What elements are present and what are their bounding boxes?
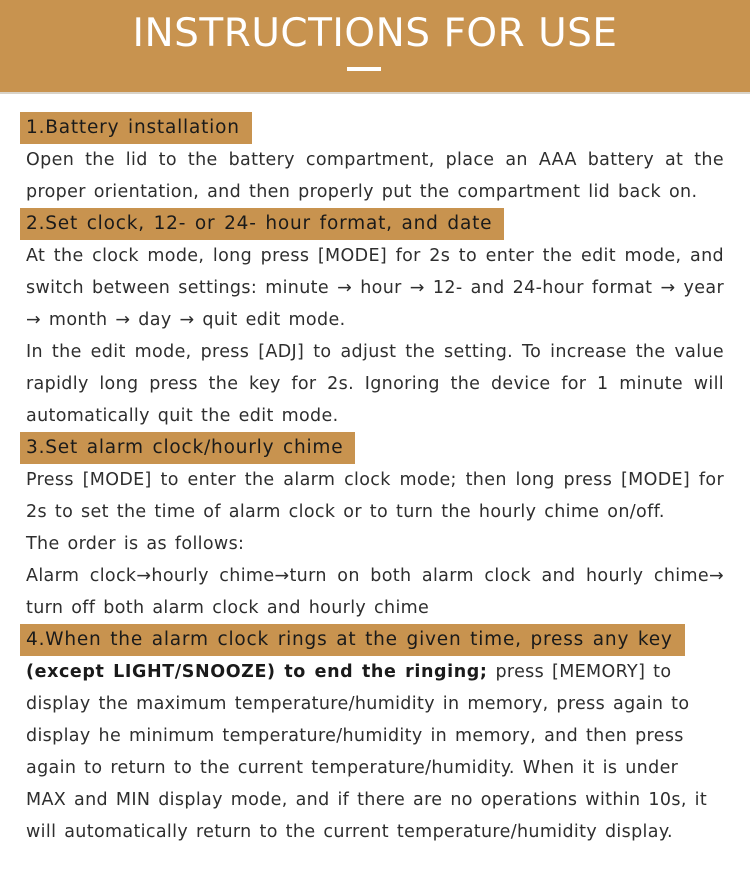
- page-header: [0, 0, 750, 94]
- ringing-lead-text: (except LIGHT/SNOOZE) to end the ringing;: [26, 662, 488, 682]
- paragraph-clock-edit: At the clock mode, long press [MODE] for 2s to enter the edit mode, and switch between settings: minute → hour → 12- and 24-hour format → year → month → day → quit edit mode.: [26, 246, 724, 330]
- paragraph-alarm-order: Alarm clock→hourly chime→turn on both alarm clock and hourly chime→ turn off both alarm clock and hourly chime: [26, 566, 724, 618]
- section-heading-alarm: 3.Set alarm clock/hourly chime: [20, 432, 355, 464]
- paragraph-alarm-order-intro: The order is as follows:: [26, 534, 245, 554]
- section-heading-ringing: 4.When the alarm clock rings at the given time, press any key: [20, 624, 685, 656]
- page-title: INSTRUCTIONS FOR USE: [132, 11, 618, 56]
- section-heading-battery: 1.Battery installation: [20, 112, 252, 144]
- instructions-body: [0, 112, 750, 848]
- title-underline: [347, 67, 381, 71]
- paragraph-alarm-mode: Press [MODE] to enter the alarm clock mode; then long press [MODE] for 2s to set the time of alarm clock or to turn the hourly chime on/off.: [26, 470, 724, 522]
- paragraph-battery: Open the lid to the battery compartment, place an AAA battery at the proper orientation, and then properly put the compartment lid back on.: [26, 150, 724, 202]
- paragraph-ringing: [0, 656, 750, 848]
- section-heading-clock: 2.Set clock, 12- or 24- hour format, and date: [20, 208, 504, 240]
- ringing-body-text: press [MEMORY] to display the maximum temperature/humidity in memory, press again to display he minimum temperature/humidity in memory, and then press again to return to the current temperature/humidity. When it is under MAX and MIN display mode, and if there are no operations within 10s, it will automatically return to the current temperature/humidity display.: [26, 662, 708, 842]
- paragraph-clock-adjust: In the edit mode, press [ADJ] to adjust the setting. To increase the value rapidly long press the key for 2s. Ignoring the device for 1 minute will automatically quit the edit mode.: [26, 342, 724, 426]
